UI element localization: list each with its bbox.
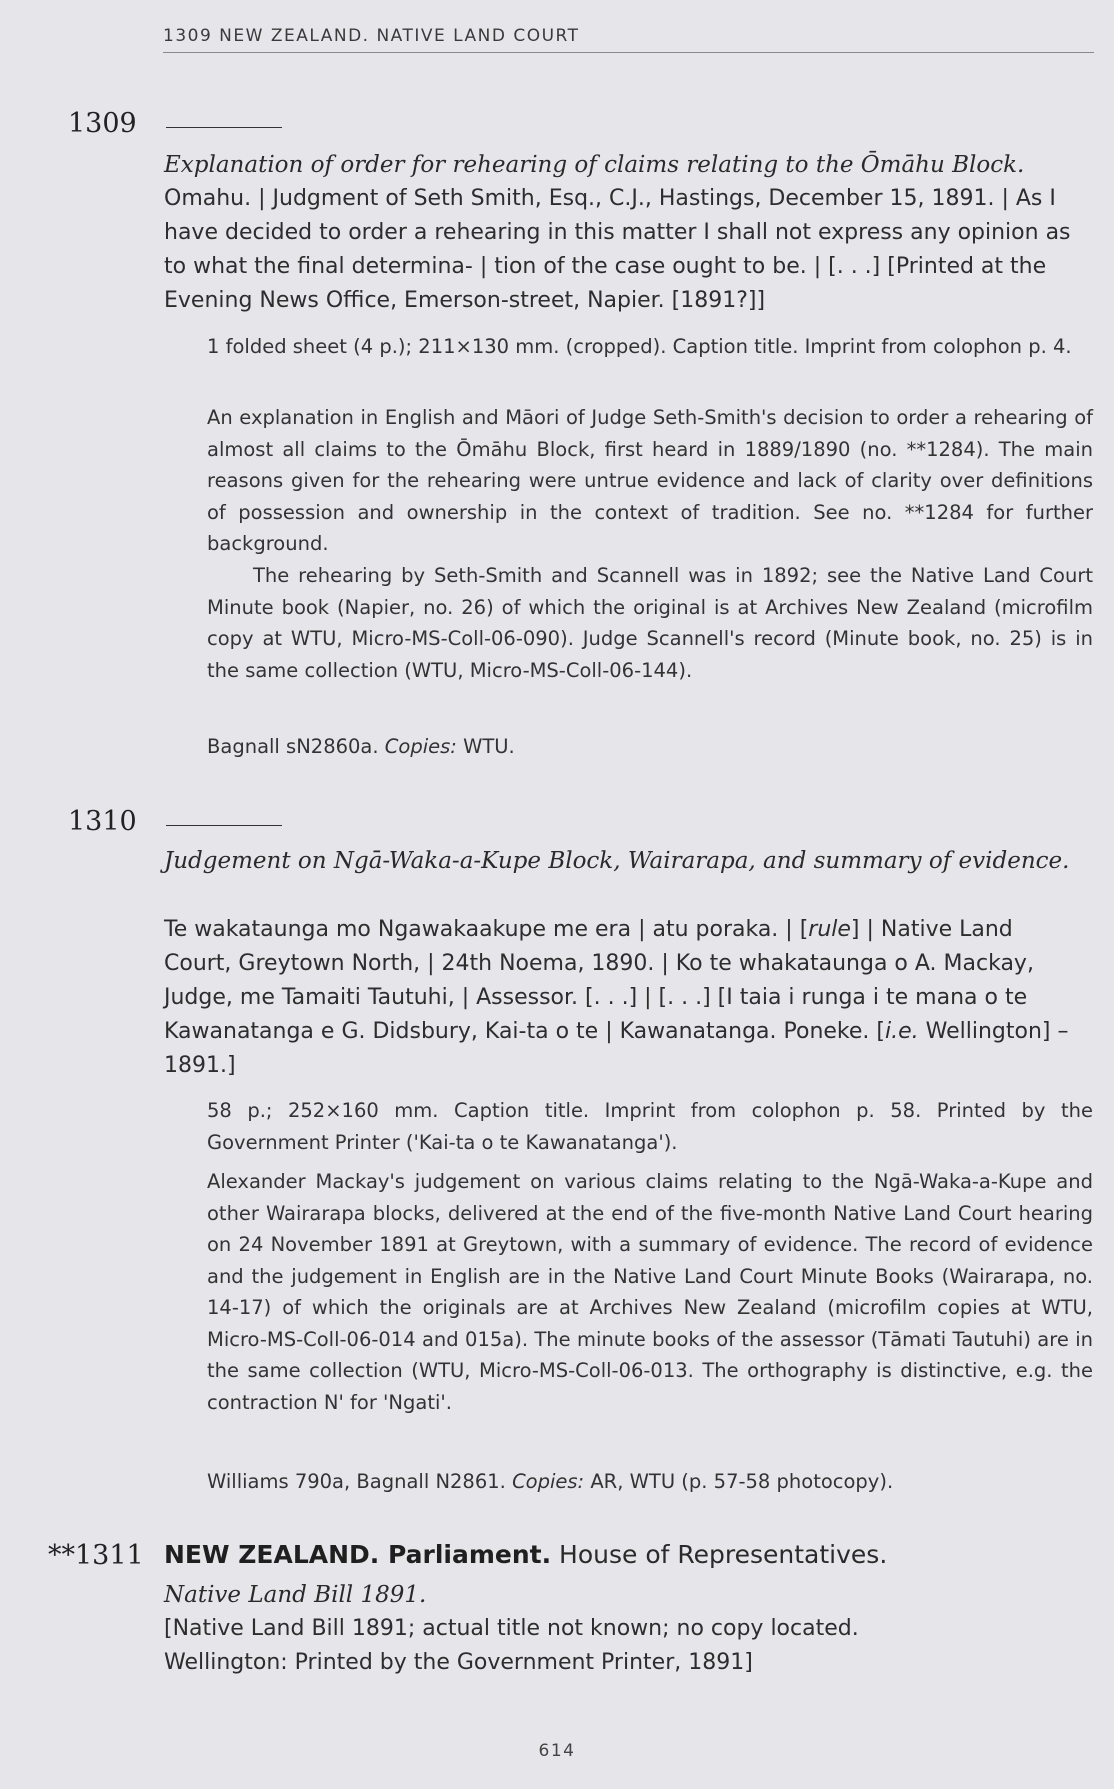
- entry-number: **1311: [48, 1540, 144, 1571]
- copies-label: Copies:: [512, 1470, 585, 1493]
- entry-references: [207, 1466, 1093, 1498]
- entry-rule: [166, 825, 282, 826]
- entry-title: Judgement on Ngā-Waka-a-Kupe Block, Wairarapa, and summary of evidence.: [164, 848, 1070, 874]
- transcription-ie-italic: i.e.: [884, 1019, 919, 1044]
- transcription-text: Wellington] –1891.]: [164, 1019, 1069, 1078]
- entry-title: Native Land Bill 1891.: [164, 1582, 427, 1608]
- entry-note: Alexander Mackay's judgement on various claims relating to the Ngā-Waka-a-Kupe and other Wairarapa blocks, delivered at the end of the five-month Native Land Court hearing on 24 November 1891 at Greytown, with a summary of evidence. The record of evidence and the judgement in English are in the Native Land Court Minute Books (Wairarapa, no. 14-17) of which the originals are at Archives New Zealand (microfilm copies at WTU, Micro-MS-Coll-06-014 and 015a). The minute books of the assessor (Tāmati Tautuhi) are in the same collection (WTU, Micro-MS-Coll-06-013. The orthography is distinctive, e.g. the contraction N' for 'Ngati'.: [207, 1170, 1093, 1414]
- entry-note: The rehearing by Seth-Smith and Scannell was in 1892; see the Native Land Court Minute book (Napier, no. 26) of which the original is at Archives New Zealand (microfilm copy at WTU, Micro-MS-Coll-06-090). Judge Scannell's record (Minute book, no. 25) is in the same collection (WTU, Micro-MS-Coll-06-144).: [207, 564, 1093, 682]
- copies-holdings: WTU.: [463, 735, 515, 758]
- copies-holdings: AR, WTU (p. 57-58 photocopy).: [590, 1470, 894, 1493]
- copies-label: Copies:: [384, 735, 457, 758]
- entry-references: [207, 731, 1093, 763]
- heading-author: NEW ZEALAND. Parliament.: [164, 1540, 552, 1569]
- entry-line: Wellington: Printed by the Government Printer, 1891]: [164, 1650, 753, 1675]
- page-number: 614: [538, 1741, 576, 1761]
- entry-transcription: Omahu. | Judgment of Seth Smith, Esq., C.J., Hastings, December 15, 1891. | As I have decided to order a rehearing in this matter I shall not express any opinion as to what the final determina- | tion of the case ought to be. | [. . .] [Printed at the Evening News Office, Emerson-street, Napier. [1891?]]: [164, 186, 1071, 313]
- entry-physical-description: 58 p.; 252×160 mm. Caption title. Imprint from colophon p. 58. Printed by the Government Printer ('Kai-ta o te Kawanatanga').: [207, 1099, 1093, 1154]
- entry-number: 1309: [68, 108, 137, 139]
- heading-subauthor: House of Representatives.: [551, 1540, 888, 1569]
- transcription-text: ] | Native Land Court, Greytown North, | 24th Noema, 1890. | Ko te whakataunga o A. Mackay, Judge, me Tamaiti Tautuhi, | Assessor. [. . .] | [. . .] [I taia i runga i te mana o te Kawanatanga e G. Didsbury, Kai-ta o te | Kawanatanga. Poneke. [: [164, 917, 1034, 1044]
- entry-physical-description: 1 folded sheet (4 p.); 211×130 mm. (cropped). Caption title. Imprint from colophon p. 4.: [207, 335, 1072, 358]
- entry-transcription: [164, 913, 1084, 1083]
- transcription-rule-italic: rule: [808, 917, 851, 942]
- entry-line: [Native Land Bill 1891; actual title not known; no copy located.: [164, 1616, 859, 1641]
- bibliographic-reference: Williams 790a, Bagnall N2861.: [207, 1470, 506, 1493]
- running-head: 1309 NEW ZEALAND. NATIVE LAND COURT: [163, 26, 1094, 53]
- entry-note: An explanation in English and Māori of Judge Seth-Smith's decision to order a rehearing of almost all claims to the Ōmāhu Block, first heard in 1889/1890 (no. **1284). The main reasons given for the rehearing were untrue evidence and lack of clarity over definitions of possession and ownership in the context of tradition. See no. **1284 for further background.: [207, 406, 1093, 555]
- entry-heading: [164, 1540, 887, 1569]
- transcription-text: Te wakataunga mo Ngawakaakupe me era | atu poraka. | [: [164, 917, 809, 942]
- bibliographic-reference: Bagnall sN2860a.: [207, 735, 379, 758]
- entry-title: Explanation of order for rehearing of claims relating to the Ōmāhu Block.: [164, 152, 1025, 178]
- entry-rule: [166, 127, 282, 128]
- entry-number: 1310: [68, 806, 137, 837]
